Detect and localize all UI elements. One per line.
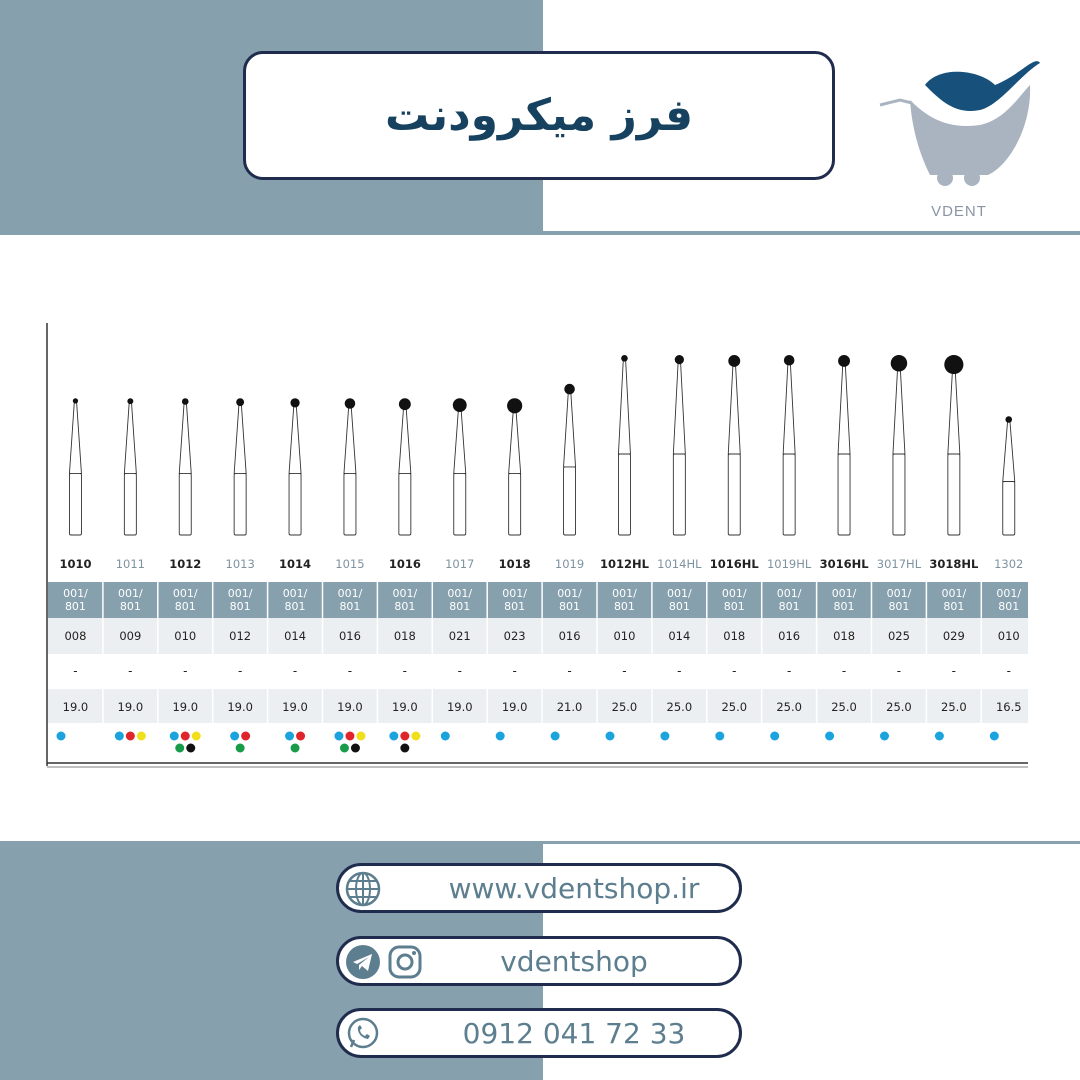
header-divider	[543, 231, 1080, 235]
bur-shank	[399, 473, 411, 535]
dash-label: -	[457, 664, 462, 678]
grit-dot-blue	[57, 732, 66, 741]
telegram-icon	[345, 944, 381, 980]
grit-dot-red	[126, 732, 135, 741]
bur-head	[453, 398, 467, 412]
shank-label-2: 801	[284, 600, 306, 613]
shank-label: 001/	[886, 587, 912, 600]
bur-head	[236, 398, 244, 406]
grit-dot-blue	[660, 732, 669, 741]
bur-head	[345, 398, 356, 409]
grit-dot-blue	[880, 732, 889, 741]
shank-label: 001/	[282, 587, 308, 600]
model-label: 1019	[554, 557, 585, 571]
bur-shank	[838, 454, 850, 535]
grit-dot-blue	[230, 732, 239, 741]
bur-neck	[1003, 422, 1015, 482]
page-title: فرز میکرودنت	[384, 90, 694, 141]
dash-label: -	[622, 664, 627, 678]
dash-label: -	[512, 664, 517, 678]
bur-shank	[1003, 482, 1015, 535]
bur-shank	[564, 467, 576, 535]
grit-dot-blue	[496, 732, 505, 741]
shank-label: 001/	[721, 587, 747, 600]
grit-dot-green	[291, 744, 300, 753]
dash-label: -	[786, 664, 792, 678]
bur-shank	[783, 454, 795, 535]
dash-label: -	[73, 664, 78, 678]
dash-label: -	[237, 664, 243, 678]
head-size-label: 010	[997, 629, 1020, 643]
length-label: 25.0	[721, 700, 748, 714]
bur-neck	[399, 406, 411, 473]
title-box	[243, 51, 835, 180]
bur-shank	[179, 473, 191, 535]
shank-label-2: 801	[833, 600, 855, 613]
head-size-label: 012	[229, 629, 252, 643]
grit-dot-yellow	[192, 732, 201, 741]
instagram-icon	[387, 944, 423, 980]
footer-divider	[543, 841, 1080, 844]
shank-label: 001/	[63, 587, 88, 600]
social-pill[interactable]	[336, 936, 742, 986]
bur-head	[944, 355, 963, 374]
dash-label: -	[841, 664, 847, 678]
bur-head	[290, 398, 299, 407]
model-label: 1012	[169, 557, 202, 571]
grit-dot-red	[400, 732, 409, 741]
dash-label: -	[677, 664, 682, 678]
dash-label: -	[1006, 664, 1011, 678]
shank-label-2: 801	[888, 600, 910, 613]
head-size-label: 029	[942, 629, 965, 643]
model-label: 1013	[225, 557, 255, 571]
dash-label: -	[347, 664, 353, 678]
shank-label-2: 801	[504, 600, 526, 613]
phone-number[interactable]: 0912 041 72 33	[462, 1016, 686, 1050]
bur-neck	[69, 403, 81, 474]
head-size-label: 018	[833, 629, 856, 643]
shank-label-2: 801	[339, 600, 361, 613]
shank-label-2: 801	[449, 600, 471, 613]
bur-head	[182, 398, 189, 405]
bur-head	[564, 384, 575, 395]
grit-dot-blue	[170, 732, 179, 741]
shank-label: 001/	[117, 587, 143, 600]
head-size-label: 025	[887, 629, 910, 643]
social-handle[interactable]: vdentshop	[500, 944, 648, 978]
model-label: 1018	[498, 557, 531, 571]
grit-dot-green	[236, 744, 245, 753]
shank-label: 001/	[776, 587, 802, 600]
grit-dot-blue	[770, 732, 779, 741]
grit-dot-blue	[334, 732, 343, 741]
shank-label-2: 801	[613, 600, 635, 613]
model-label: 1015	[335, 557, 365, 571]
bur-neck	[618, 360, 630, 454]
head-size-label: 016	[558, 629, 581, 643]
shank-label: 001/	[612, 587, 637, 600]
grit-dot-blue	[551, 732, 560, 741]
bur-head	[728, 355, 740, 367]
grit-dot-yellow	[356, 732, 365, 741]
bur-head	[675, 355, 684, 364]
shank-label-2: 801	[64, 600, 86, 613]
shank-label-2: 801	[943, 600, 965, 613]
grit-dot-red	[296, 732, 305, 741]
dash-label: -	[183, 664, 188, 678]
bur-neck	[893, 365, 905, 454]
bur-neck	[838, 363, 850, 454]
dash-label: -	[951, 664, 957, 678]
bur-head	[127, 398, 133, 404]
bur-shank	[289, 473, 301, 535]
model-label: 1016HL	[709, 557, 759, 571]
bur-head	[838, 355, 850, 367]
phone-pill[interactable]	[336, 1008, 742, 1058]
head-size-label: 023	[503, 629, 526, 643]
grit-dot-red	[241, 732, 250, 741]
shank-label-2: 801	[778, 600, 800, 613]
head-size-label: 010	[613, 629, 636, 643]
model-label: 1016	[388, 557, 421, 571]
dash-label: -	[128, 664, 133, 678]
bur-head	[621, 355, 628, 362]
website-pill[interactable]	[336, 863, 742, 913]
bur-shank	[344, 473, 356, 535]
shank-label: 001/	[502, 587, 528, 600]
model-label: 1302	[994, 557, 1024, 571]
grit-dot-yellow	[137, 732, 146, 741]
shank-label-2: 801	[668, 600, 690, 613]
bur-neck	[509, 408, 521, 474]
shank-label-2: 801	[394, 600, 416, 613]
grit-dot-yellow	[411, 732, 420, 741]
shank-label-2: 801	[119, 600, 141, 613]
grit-dot-red	[181, 732, 190, 741]
bur-chart	[40, 320, 1040, 780]
bur-shank	[948, 454, 960, 535]
head-size-label: 021	[448, 629, 471, 643]
bur-head	[399, 398, 411, 410]
shank-label: 001/	[337, 587, 363, 600]
bur-neck	[179, 404, 191, 474]
bur-neck	[124, 403, 136, 473]
model-label: 1017	[445, 557, 475, 571]
shank-label: 001/	[227, 587, 253, 600]
length-label: 25.0	[886, 700, 912, 714]
dash-label: -	[732, 664, 737, 678]
bur-shank	[234, 473, 246, 535]
length-label: 25.0	[666, 700, 693, 714]
bur-neck	[673, 362, 685, 454]
shank-label: 001/	[557, 587, 582, 600]
bur-head	[784, 355, 795, 366]
length-label: 25.0	[776, 700, 802, 714]
bur-chart-svg	[40, 320, 1040, 780]
head-size-label: 014	[284, 629, 307, 643]
vdent-logo-icon	[870, 45, 1050, 225]
shank-label: 001/	[447, 587, 473, 600]
head-size-label: 016	[778, 629, 801, 643]
length-label: 19.0	[337, 700, 363, 714]
length-label: 19.0	[392, 700, 418, 714]
whatsapp-icon	[345, 1016, 381, 1052]
dash-label: -	[292, 664, 298, 678]
grit-dot-black	[351, 744, 360, 753]
bur-neck	[454, 407, 466, 473]
model-label: 1014	[279, 557, 312, 571]
model-label: 3017HL	[876, 557, 922, 571]
bur-shank	[728, 454, 740, 535]
bur-neck	[344, 405, 356, 473]
dash-label: -	[567, 664, 572, 678]
shank-label: 001/	[831, 587, 857, 600]
length-label: 25.0	[941, 700, 967, 714]
grit-dot-black	[400, 744, 409, 753]
length-label: 16.5	[995, 700, 1022, 714]
shank-label-2: 801	[229, 600, 251, 613]
bur-shank	[69, 473, 81, 535]
grit-dot-red	[345, 732, 354, 741]
bur-neck	[728, 363, 740, 454]
grit-dot-blue	[715, 732, 724, 741]
website-link[interactable]: www.vdentshop.ir	[448, 871, 700, 905]
bur-shank	[454, 473, 466, 535]
length-label: 19.0	[62, 700, 89, 714]
grit-dot-blue	[115, 732, 124, 741]
length-label: 25.0	[611, 700, 638, 714]
head-size-label: 018	[723, 629, 746, 643]
length-label: 19.0	[227, 700, 253, 714]
grit-dot-blue	[606, 732, 615, 741]
model-label: 3018HL	[929, 557, 979, 571]
head-size-label: 008	[64, 629, 87, 643]
grit-dot-green	[340, 744, 349, 753]
shank-label: 001/	[666, 587, 692, 600]
grit-dot-blue	[935, 732, 944, 741]
dash-label: -	[896, 664, 902, 678]
globe-icon	[345, 871, 381, 907]
bur-neck	[948, 367, 960, 454]
bur-head	[507, 398, 522, 413]
bur-neck	[564, 391, 576, 467]
model-label: 1011	[115, 557, 145, 571]
shank-label-2: 801	[559, 600, 581, 613]
bur-head	[1005, 416, 1012, 423]
bur-shank	[509, 473, 521, 535]
brand-name: VDENT	[931, 203, 987, 220]
head-size-label: 009	[119, 629, 142, 643]
shank-label-2: 801	[998, 600, 1020, 613]
grit-dot-blue	[389, 732, 398, 741]
head-size-label: 018	[393, 629, 416, 643]
grit-dot-blue	[441, 732, 450, 741]
length-label: 25.0	[831, 700, 857, 714]
bur-shank	[673, 454, 685, 535]
length-label: 19.0	[172, 700, 199, 714]
bur-head	[891, 355, 908, 372]
bur-shank	[618, 454, 630, 535]
model-label: 1010	[59, 557, 92, 571]
length-label: 19.0	[282, 700, 308, 714]
bur-neck	[289, 405, 301, 474]
shank-label: 001/	[392, 587, 418, 600]
head-size-label: 016	[338, 629, 361, 643]
bur-shank	[893, 454, 905, 535]
model-label: 1012HL	[599, 557, 649, 571]
length-label: 19.0	[446, 700, 473, 714]
grit-dot-blue	[825, 732, 834, 741]
bur-neck	[234, 404, 246, 473]
length-label: 21.0	[556, 700, 583, 714]
length-label: 19.0	[501, 700, 528, 714]
head-size-label: 014	[668, 629, 691, 643]
dash-label: -	[402, 664, 408, 678]
model-label: 1019HL	[766, 557, 812, 571]
bur-head	[73, 398, 78, 403]
grit-dot-green	[175, 744, 184, 753]
grit-dot-blue	[285, 732, 294, 741]
shank-label: 001/	[941, 587, 967, 600]
model-label: 1014HL	[657, 557, 702, 571]
length-label: 19.0	[117, 700, 144, 714]
bur-neck	[783, 362, 795, 454]
shank-label: 001/	[996, 587, 1022, 600]
model-label: 3016HL	[819, 557, 869, 571]
grit-dot-blue	[990, 732, 999, 741]
bur-shank	[124, 473, 136, 535]
shank-label: 001/	[172, 587, 198, 600]
head-size-label: 010	[174, 629, 197, 643]
grit-dot-black	[186, 744, 195, 753]
shank-label-2: 801	[174, 600, 196, 613]
shank-label-2: 801	[723, 600, 745, 613]
